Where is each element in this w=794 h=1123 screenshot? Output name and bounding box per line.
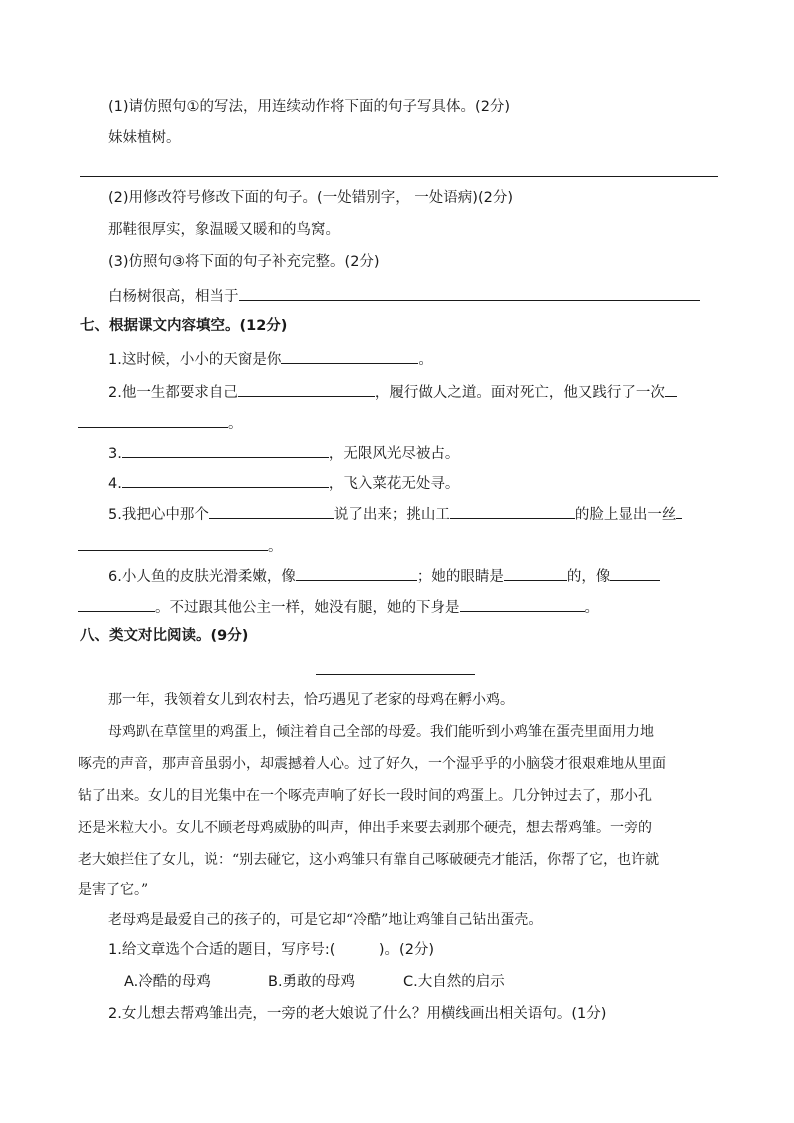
fill-item-6-mid3: 。不过跟其他公主一样，她没有腿，她的下身是 <box>155 600 460 616</box>
blank-7-1[interactable] <box>281 348 418 364</box>
fill-item-5 <box>108 503 682 525</box>
passage-p2-line6: 是害了它。” <box>78 882 149 898</box>
fill-item-2-end: 。 <box>228 416 243 432</box>
passage-p2-line2: 啄壳的声音，那声音虽弱小，却震撼着人心。过了好久，一个湿乎乎的小脑袋才很艰难地从里面 <box>78 756 666 772</box>
blank-7-5b[interactable] <box>450 503 575 519</box>
fill-item-4-text: ，飞入菜花无处寻。 <box>328 476 460 492</box>
blank-7-6d[interactable] <box>460 596 585 612</box>
fill-item-1-text: 1.这时候，小小的天窗是你 <box>108 352 282 368</box>
blank-7-2b-start[interactable] <box>665 381 677 397</box>
fill-item-1 <box>108 348 433 370</box>
fill-item-6-mid2: 的，像 <box>566 569 611 585</box>
fill-item-5-text: 5.我把心中那个 <box>108 507 209 523</box>
question-6-3: (3)仿照句③将下面的句子补充完整。(2分) <box>108 254 380 270</box>
question-6-1-sentence: 妹妹植树。 <box>108 130 181 146</box>
question-6-2: (2)用修改符号修改下面的句子。(一处错别字， 一处语病)(2分) <box>108 190 513 206</box>
fill-item-3 <box>108 442 459 464</box>
option-b[interactable]: B.勇敢的母鸡 <box>268 974 356 990</box>
passage-p2-line4: 还是米粒大小。女儿不顾老母鸡威胁的叫声，伸出手来要去剥那个硬壳，想去帮鸡雏。一旁的 <box>78 820 652 836</box>
passage-p3: 老母鸡是最爱自己的孩子的，可是它却“冷酷”地让鸡雏自己钻出蛋壳。 <box>108 912 543 928</box>
blank-6-3[interactable] <box>239 285 700 301</box>
fill-item-6-text: 6.小人鱼的皮肤光滑柔嫩，像 <box>108 569 296 585</box>
passage-title-blank[interactable] <box>316 674 475 675</box>
option-c[interactable]: C.大自然的启示 <box>403 974 505 990</box>
fill-item-2-mid: ，履行做人之道。面对死亡，他又践行了一次 <box>374 385 665 401</box>
question-8-1: 1.给文章选个合适的题目，写序号:( )。(2分) <box>108 942 435 958</box>
fill-item-6-end: 。 <box>584 600 599 616</box>
question-6-2-sentence: 那鞋很厚实，象温暖又暖和的鸟窝。 <box>108 222 340 238</box>
answer-line-6-1[interactable] <box>80 176 718 177</box>
fill-item-5-mid: 说了出来；挑山工 <box>333 507 450 523</box>
question-6-1: (1)请仿照句①的写法，用连续动作将下面的句子写具体。(2分) <box>108 99 511 115</box>
section-8-heading: 八、类文对比阅读。(9分) <box>80 628 249 644</box>
blank-7-6a[interactable] <box>296 565 417 581</box>
fill-item-4 <box>108 472 459 494</box>
blank-7-2a[interactable] <box>238 381 375 397</box>
blank-7-4[interactable] <box>122 472 329 488</box>
fill-item-5-cont <box>78 535 283 557</box>
fill-item-4-num: 4. <box>108 476 122 492</box>
fill-item-1-end: 。 <box>418 352 433 368</box>
blank-7-5a[interactable] <box>209 503 334 519</box>
fill-item-2-text: 2.他一生都要求自己 <box>108 385 238 401</box>
fill-item-6-cont <box>78 596 599 618</box>
passage-p1: 那一年，我领着女儿到农村去，恰巧遇见了老家的母鸡在孵小鸡。 <box>108 692 514 708</box>
blank-7-5c[interactable] <box>78 535 268 551</box>
blank-7-6b[interactable] <box>504 565 567 581</box>
section-7-heading: 七、根据课文内容填空。(12分) <box>80 318 288 334</box>
blank-7-5c-start[interactable] <box>676 503 682 519</box>
passage-p2-line3: 钻了出来。女儿的目光集中在一个啄壳声响了好长一段时间的鸡蛋上。几分钟过去了，那小孔 <box>78 788 652 804</box>
fill-item-6-mid: ；她的眼睛是 <box>416 569 504 585</box>
blank-7-6c-start[interactable] <box>610 565 660 581</box>
fill-item-5-end: 。 <box>268 539 283 555</box>
blank-7-3[interactable] <box>122 442 329 458</box>
fill-item-2 <box>108 381 677 403</box>
fill-item-3-text: ，无限风光尽被占。 <box>328 446 460 462</box>
option-a[interactable]: A.冷酷的母鸡 <box>124 974 211 990</box>
passage-p2-line5: 老大娘拦住了女儿，说：“别去碰它，这小鸡雏只有靠自己啄破硬壳才能活，你帮了它，也许就 <box>78 852 660 868</box>
question-6-3-fill <box>108 285 700 307</box>
fill-item-2-cont <box>78 412 243 434</box>
fill-item-5-mid2: 的脸上显出一丝 <box>574 507 677 523</box>
question-6-3-prefix: 白杨树很高，相当于 <box>108 289 239 305</box>
blank-7-6c[interactable] <box>78 596 155 612</box>
question-8-2: 2.女儿想去帮鸡雏出壳，一旁的老大娘说了什么？用横线画出相关语句。(1分) <box>108 1006 607 1022</box>
passage-p2-line1: 母鸡趴在草筐里的鸡蛋上，倾注着自己全部的母爱。我们能听到小鸡雏在蛋壳里面用力地 <box>108 724 654 740</box>
blank-7-2b[interactable] <box>78 412 228 428</box>
fill-item-3-num: 3. <box>108 446 122 462</box>
fill-item-6 <box>108 565 660 587</box>
